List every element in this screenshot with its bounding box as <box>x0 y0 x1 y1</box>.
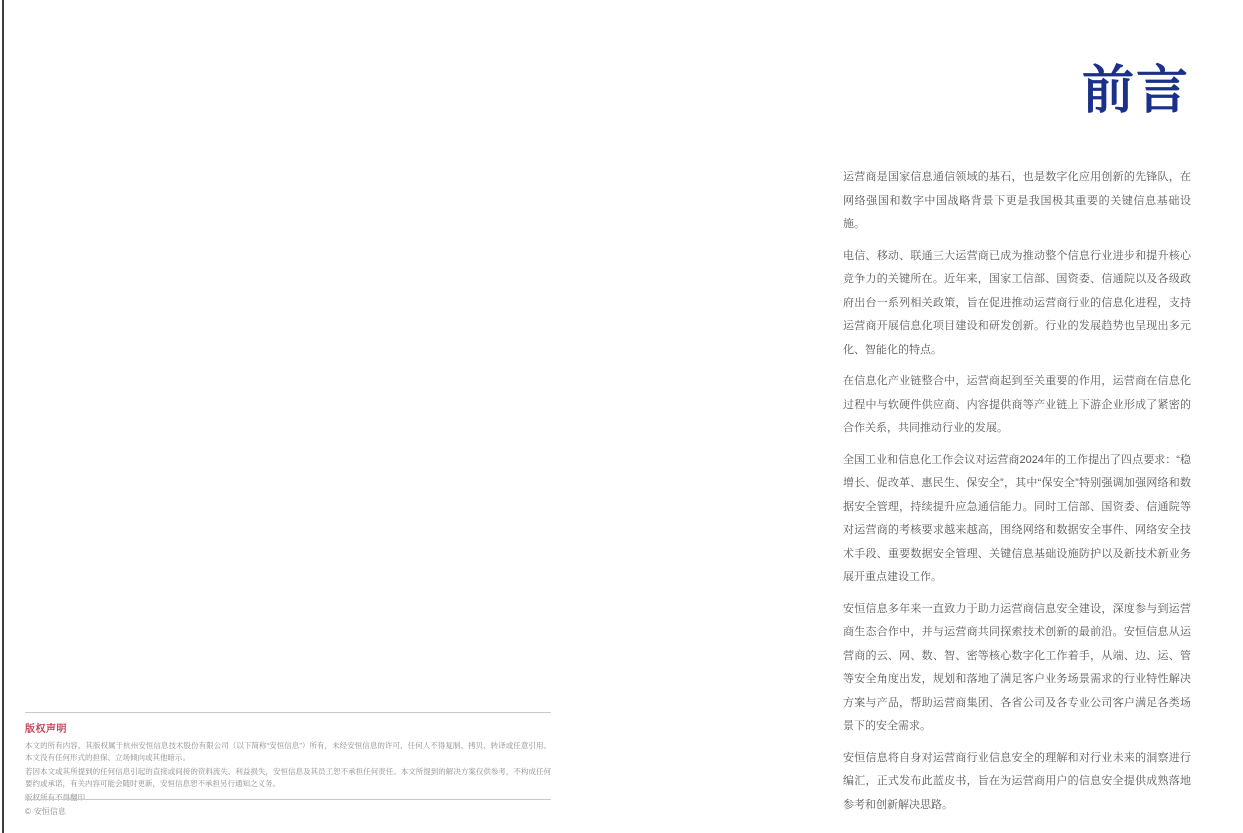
copyright-rule-bottom <box>25 799 551 800</box>
copyright-notice <box>25 712 551 806</box>
company-footer <box>25 806 66 817</box>
page-left-edge-divider <box>2 0 4 833</box>
preface-paragraph: 在信息化产业链整合中，运营商起到至关重要的作用，运营商在信息化过程中与软硬件供应商、内容提供商等产业链上下游企业形成了紧密的合作关系，共同推动行业的发展。 <box>843 375 1191 434</box>
copyright-heading: 版权声明 <box>25 724 67 735</box>
preface-paragraph: 安恒信息将自身对运营商行业信息安全的理解和对行业未来的洞察进行编汇，正式发布此蓝皮书，旨在为运营商用户的信息安全提供成熟落地参考和创新解决思路。 <box>843 751 1191 811</box>
preface-paragraph: 全国工业和信息化工作会议对运营商2024年的工作提出了四点要求：“稳增长、促改革、惠民生、保安全”，其中“保安全”特别强调加强网络和数据安全管理，持续提升应急通信能力。同时工信部、国资委、信通院等对运营商的考核要求越来越高，围绕网络和数据安全事件、网络安全技术手段、重要数据安全管理、关键信息基础设施防护以及新技术新业务展开重点建设工作。 <box>843 453 1191 583</box>
preface-paragraph: 安恒信息多年来一直致力于助力运营商信息安全建设，深度参与到运营商生态合作中，并与运营商共同探索技术创新的最前沿。安恒信息从运营商的云、网、数、智、密等核心数字化工作着手，从端、边、运、管等安全角度出发，规划和落地了满足客户业务场景需求的行业特性解决方案与产品，帮助运营商集团、各省公司及各专业公司客户满足各类场景下的安全需求。 <box>843 602 1191 732</box>
copyright-line: 若因本文或其所提到的任何信息引起的直接或间接的资料流失、利益损失，安恒信息及其员工恕不承担任何责任。本文所提到的解决方案仅供参考，不构成任何要约或承诺，有关内容可能会随时更新，安恒信息恕不承担另行通知之义务。 <box>25 767 551 788</box>
page-title: 前言 <box>1081 62 1190 120</box>
copyright-symbol-icon: © <box>25 807 31 816</box>
copyright-line: 版权所有不得翻印 <box>25 793 85 802</box>
copyright-rule-top <box>25 712 551 713</box>
preface-paragraph: 运营商是国家信息通信领域的基石，也是数字化应用创新的先锋队，在网络强国和数字中国战略背景下更是我国极其重要的关键信息基础设施。 <box>843 171 1191 230</box>
copyright-line: 本文的所有内容，其版权属于杭州安恒信息技术股份有限公司（以下简称“安恒信息”）所有，未经安恒信息的许可，任何人不得复制、拷贝、转译或任意引用。本文没有任何形式的担保、立场倾向或其他暗示。 <box>25 741 551 762</box>
preface-body <box>843 166 1191 825</box>
company-name: 安恒信息 <box>33 807 66 816</box>
preface-paragraph: 电信、移动、联通三大运营商已成为推动整个信息行业进步和提升核心竞争力的关键所在。近年来，国家工信部、国资委、信通院以及各级政府出台一系列相关政策，旨在促进推动运营商行业的信息化进程，支持运营商开展信息化项目建设和研发创新。行业的发展趋势也呈现出多元化、智能化的特点。 <box>843 249 1191 356</box>
